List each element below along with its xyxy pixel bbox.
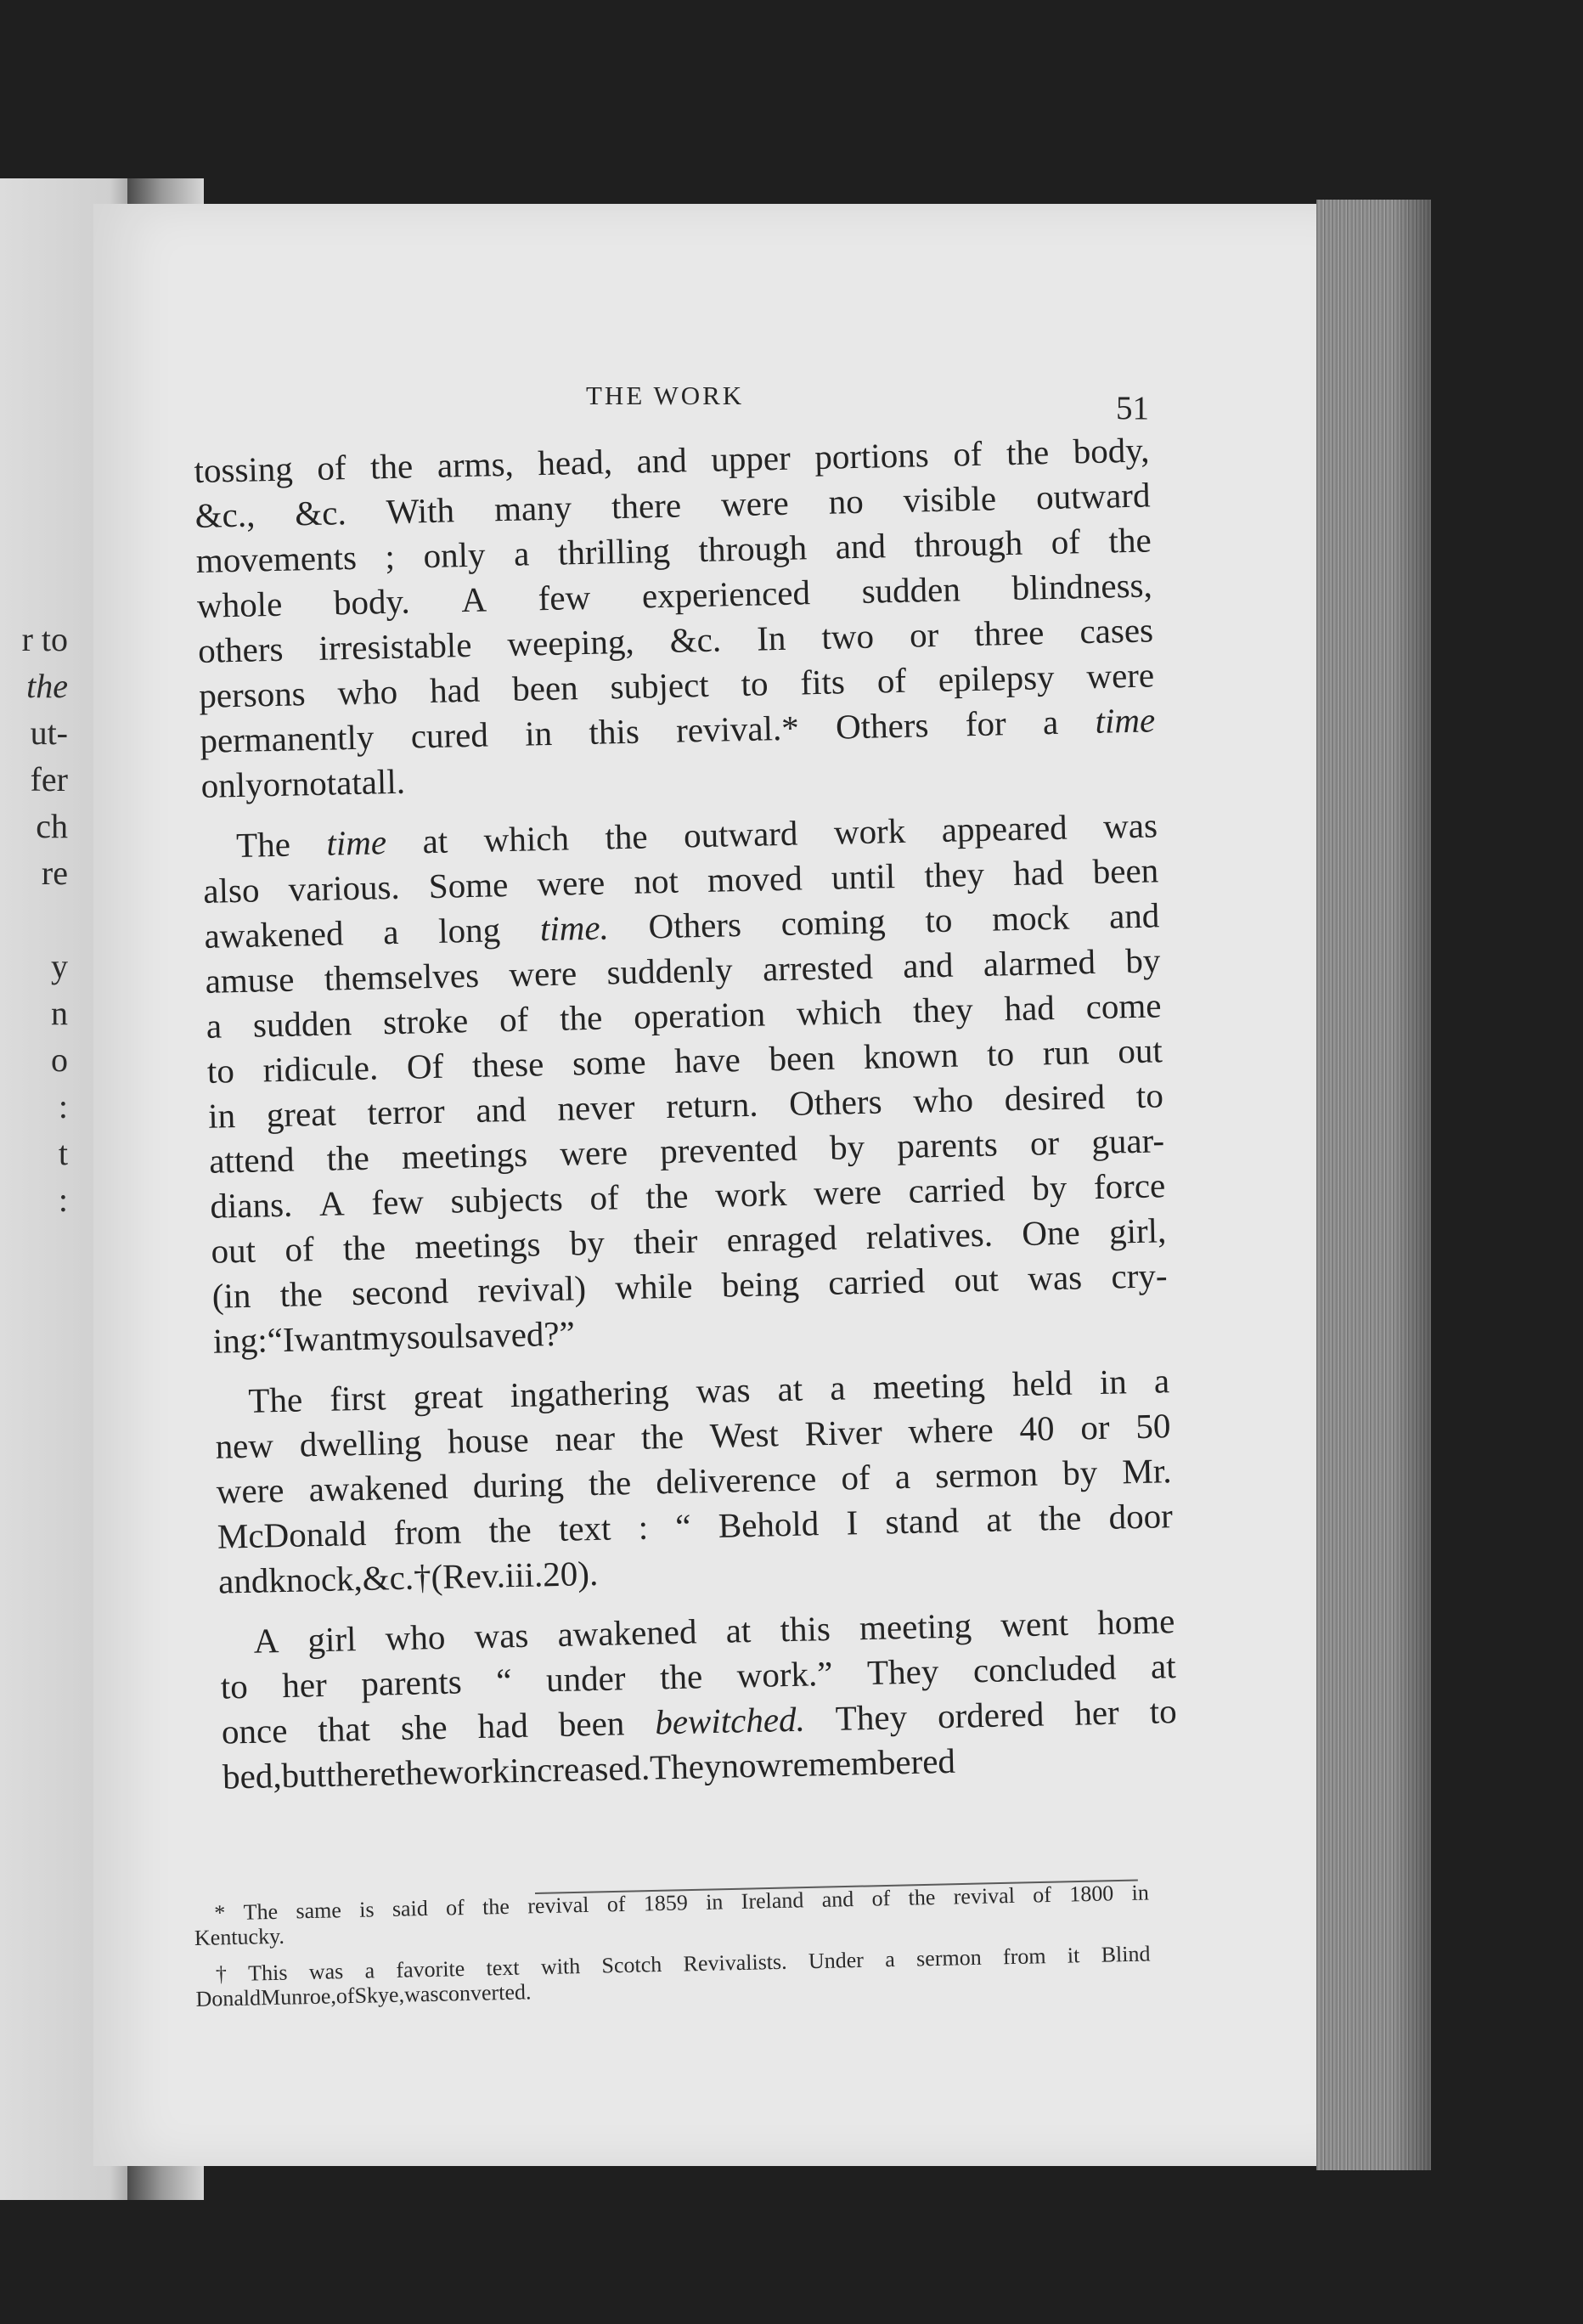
text-line: A girl who was awakened at this meeting went home [253, 1601, 1175, 1661]
left-page-fragment: ut- [30, 714, 68, 752]
paragraph [219, 1599, 1178, 1799]
text-line: new dwelling house near the West River where 40 or 50 [215, 1406, 1171, 1466]
footnote-line: * The same is said of the revival of 1859 in Ireland and of the revival of 1800 in [213, 1880, 1150, 1926]
footnote-line: Kentucky. [194, 1923, 285, 1950]
footnotes [194, 1880, 1152, 2011]
left-page-fragment: r to [21, 620, 68, 658]
left-page-text-fragments [0, 616, 76, 1223]
text-line: also various. Some were not moved until they had been [202, 850, 1159, 911]
text-line: a sudden stroke of the operation which they had come [206, 985, 1162, 1046]
text-line: The first great ingathering was at a meeting held in a [247, 1361, 1170, 1420]
body-text [194, 427, 1178, 1799]
text-line: out of the meetings by their enraged relatives. One girl, [211, 1210, 1167, 1271]
left-page-fragment: : [58, 1181, 68, 1219]
left-page-fragment: re [41, 854, 68, 892]
left-page-fragment: the [26, 667, 68, 705]
text-line: movements ; only a thrilling through and through of the [195, 520, 1152, 580]
text-line: &c., &c. With many there were no visible outward [194, 475, 1151, 535]
text-line: were awakened during the deliverence of a sermon by Mr. [216, 1451, 1172, 1511]
left-page-fragment: n [51, 994, 68, 1032]
text-line: others irresistable weeping, &c. In two or three cases [197, 610, 1154, 670]
paragraph [194, 427, 1157, 808]
paragraph [214, 1358, 1175, 1604]
left-page-fragment [0, 896, 76, 943]
footnote-line: Donald Munroe, of Skye, was converted. [195, 1979, 532, 2011]
text-line: and knock, &c.† (Rev. iii. 20). [217, 1553, 599, 1601]
text-line: attend the meetings were prevented by parents or guar- [208, 1120, 1165, 1181]
text-line: persons who had been subject to fits of epilepsy were [198, 655, 1155, 715]
text-line: only or not at all. [200, 761, 406, 805]
text-line: awakened a long time. Others coming to mock and [204, 895, 1160, 956]
footnote-line: † This was a favorite text with Scotch Revivalists. Under a sermon from it Blind [215, 1941, 1151, 1987]
running-head: THE WORK [586, 381, 745, 410]
text-line: (in the second revival) while being carried out was cry- [211, 1255, 1168, 1316]
fore-edge-shadow [1393, 200, 1431, 2170]
text-line: ing : “ I want my soul saved ?” [212, 1313, 576, 1361]
text-line: permanently cured in this revival.* Others for a time [200, 700, 1156, 760]
text-line: to her parents “ under the work.” They concluded at [220, 1646, 1177, 1706]
left-page-fragment: y [51, 947, 68, 985]
left-page-fragment: o [51, 1041, 68, 1079]
left-page-fragment: fer [30, 760, 68, 798]
text-line: amuse themselves were suddenly arrested and alarmed by [205, 940, 1161, 1001]
text-line: whole body. A few experienced sudden blindness, [196, 565, 1153, 625]
text-line: bed, but there the work increased. They now remembered [222, 1740, 956, 1797]
left-page-fragment: : [58, 1087, 68, 1125]
text-line: The time at which the outward work appeared was [235, 805, 1158, 866]
left-page-fragment: ch [36, 807, 68, 845]
paragraph [202, 803, 1169, 1363]
text-line: tossing of the arms, head, and upper portions of the body, [194, 430, 1150, 490]
left-page-fragment: t [58, 1134, 68, 1172]
text-line: in great terror and never return. Others who desired to [207, 1075, 1164, 1136]
page-number: 51 [1116, 390, 1149, 426]
text-line: once that she had been bewitched. They ordered her to [221, 1691, 1178, 1751]
text-line: to ridicule. Of these some have been known to run out [206, 1030, 1163, 1091]
text-line: McDonald from the text : “ Behold I stand at the door [217, 1496, 1174, 1556]
text-line: dians. A few subjects of the work were carried by force [209, 1165, 1166, 1226]
